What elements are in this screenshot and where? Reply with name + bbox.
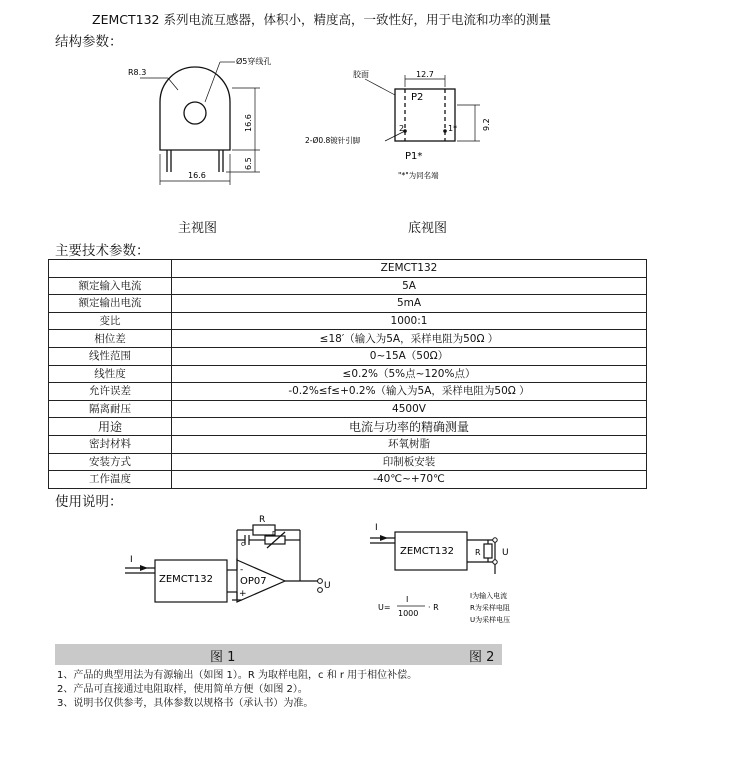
c1-cap-label: c: [241, 540, 245, 548]
c2-legend-1: I为输入电流: [470, 592, 508, 600]
spec-param: 密封材料: [49, 435, 172, 453]
spec-value: 0~15A（50Ω）: [172, 347, 647, 365]
c1-plus-label: +: [239, 589, 247, 599]
c2-resistor-label: R: [475, 548, 481, 557]
c1-resistor-label: R: [259, 515, 266, 525]
spec-param: 线性范围: [49, 347, 172, 365]
c1-trim-label: r: [272, 529, 275, 537]
table-row: [49, 312, 647, 330]
spec-value: 印制板安装: [172, 453, 647, 471]
c1-ct-label: ZEMCT132: [159, 574, 213, 585]
spec-param: 允许误差: [49, 383, 172, 401]
spec-param: 用途: [49, 418, 172, 436]
front-view-caption: 主视图: [178, 221, 218, 236]
spec-param: 变比: [49, 312, 172, 330]
spec-value: 1000:1: [172, 312, 647, 330]
spec-value: ≤18′（输入为5A，采样电阻为50Ω ）: [172, 330, 647, 348]
formula-den: 1000: [398, 609, 419, 618]
c2-legend-2: R为采样电阻: [470, 604, 510, 612]
structure-title: 结构参数：: [55, 34, 123, 50]
table-row: [49, 295, 647, 313]
spec-value: 5A: [172, 277, 647, 295]
bottom-view-caption: 底视图: [408, 221, 448, 236]
figure-2-caption: 图 2: [469, 650, 495, 665]
pin1-label: 1*: [448, 124, 458, 133]
c2-legend-3: U为采样电压: [470, 616, 511, 624]
height-label: 16.6: [244, 114, 253, 132]
table-row: [49, 453, 647, 471]
spec-value: 5mA: [172, 295, 647, 313]
formula-num: I: [406, 595, 409, 604]
radius-label: R8.3: [128, 68, 147, 77]
c1-output-label: U: [324, 581, 331, 591]
table-row: [49, 400, 647, 418]
spec-param: 额定输出电流: [49, 295, 172, 313]
pin-height-label: 6.5: [244, 157, 253, 170]
table-row: [49, 277, 647, 295]
c2-ct-label: ZEMCT132: [400, 546, 454, 557]
table-row: [49, 347, 647, 365]
c2-output-label: U: [502, 548, 509, 558]
intro-text: ZEMCT132 系列电流互感器，体积小，精度高，一致性好，用于电流和功率的测量: [92, 12, 551, 27]
usage-title: 使用说明：: [55, 494, 123, 510]
table-row: [49, 471, 647, 489]
spec-table: [48, 259, 647, 489]
note-1: 1、产品的典型用法为有源输出（如图 1）。R 为取样电阻，c 和 r 用于相位补偿。: [57, 670, 418, 681]
spec-value: -0.2%≤f≤+0.2%（输入为5A，采样电阻为50Ω ）: [172, 383, 647, 401]
note-2: 2、产品可直接通过电阻取样，使用简单方便（如图 2）。: [57, 684, 308, 695]
formula-lhs: U=: [378, 603, 391, 612]
spec-value: ≤0.2%（5%点~120%点）: [172, 365, 647, 383]
bottom-view-drawing: [305, 65, 515, 190]
spec-param: 线性度: [49, 365, 172, 383]
bottom-width-label: 12.7: [416, 70, 434, 79]
circuit-diagram-1: [120, 510, 340, 610]
table-row: [49, 418, 647, 436]
glue-label: 胶面: [353, 70, 369, 79]
spec-param: 工作温度: [49, 471, 172, 489]
table-row: [49, 330, 647, 348]
hole-label: Ø5穿线孔: [236, 57, 272, 66]
spec-value: -40℃~+70℃: [172, 471, 647, 489]
spec-param: 安装方式: [49, 453, 172, 471]
pin-label: 2-Ø0.8镀针引脚: [305, 136, 361, 145]
spec-header-blank: [49, 260, 172, 278]
same-name-label: "*"为同名端: [398, 171, 439, 180]
width-label: 16.6: [188, 171, 206, 180]
formula-rhs: · R: [428, 603, 439, 612]
bottom-height-label: 9.2: [482, 118, 491, 131]
table-row: [49, 383, 647, 401]
c1-current-label: I: [130, 555, 133, 565]
front-view-drawing: [120, 50, 300, 195]
spec-param: 隔离耐压: [49, 400, 172, 418]
table-row: [49, 365, 647, 383]
p2-label: P2: [411, 92, 424, 103]
figure-caption-bar: [55, 644, 502, 665]
figure-1-caption: 图 1: [210, 650, 236, 665]
spec-value: 环氧树脂: [172, 435, 647, 453]
spec-model-header: ZEMCT132: [172, 260, 647, 278]
circuit-diagram-2: [370, 518, 540, 633]
spec-value: 4500V: [172, 400, 647, 418]
spec-param: 相位差: [49, 330, 172, 348]
c1-opamp-label: OP07: [240, 576, 267, 587]
table-row: [49, 435, 647, 453]
spec-value: 电流与功率的精确测量: [172, 418, 647, 436]
spec-title: 主要技术参数：: [55, 243, 150, 259]
c1-minus-label: -: [240, 565, 244, 575]
p1-label: P1*: [405, 151, 423, 162]
note-3: 3、说明书仅供参考，具体参数以规格书（承认书）为准。: [57, 698, 314, 709]
pin2-label: 2: [399, 124, 405, 133]
c2-current-label: I: [375, 523, 378, 533]
spec-param: 额定输入电流: [49, 277, 172, 295]
